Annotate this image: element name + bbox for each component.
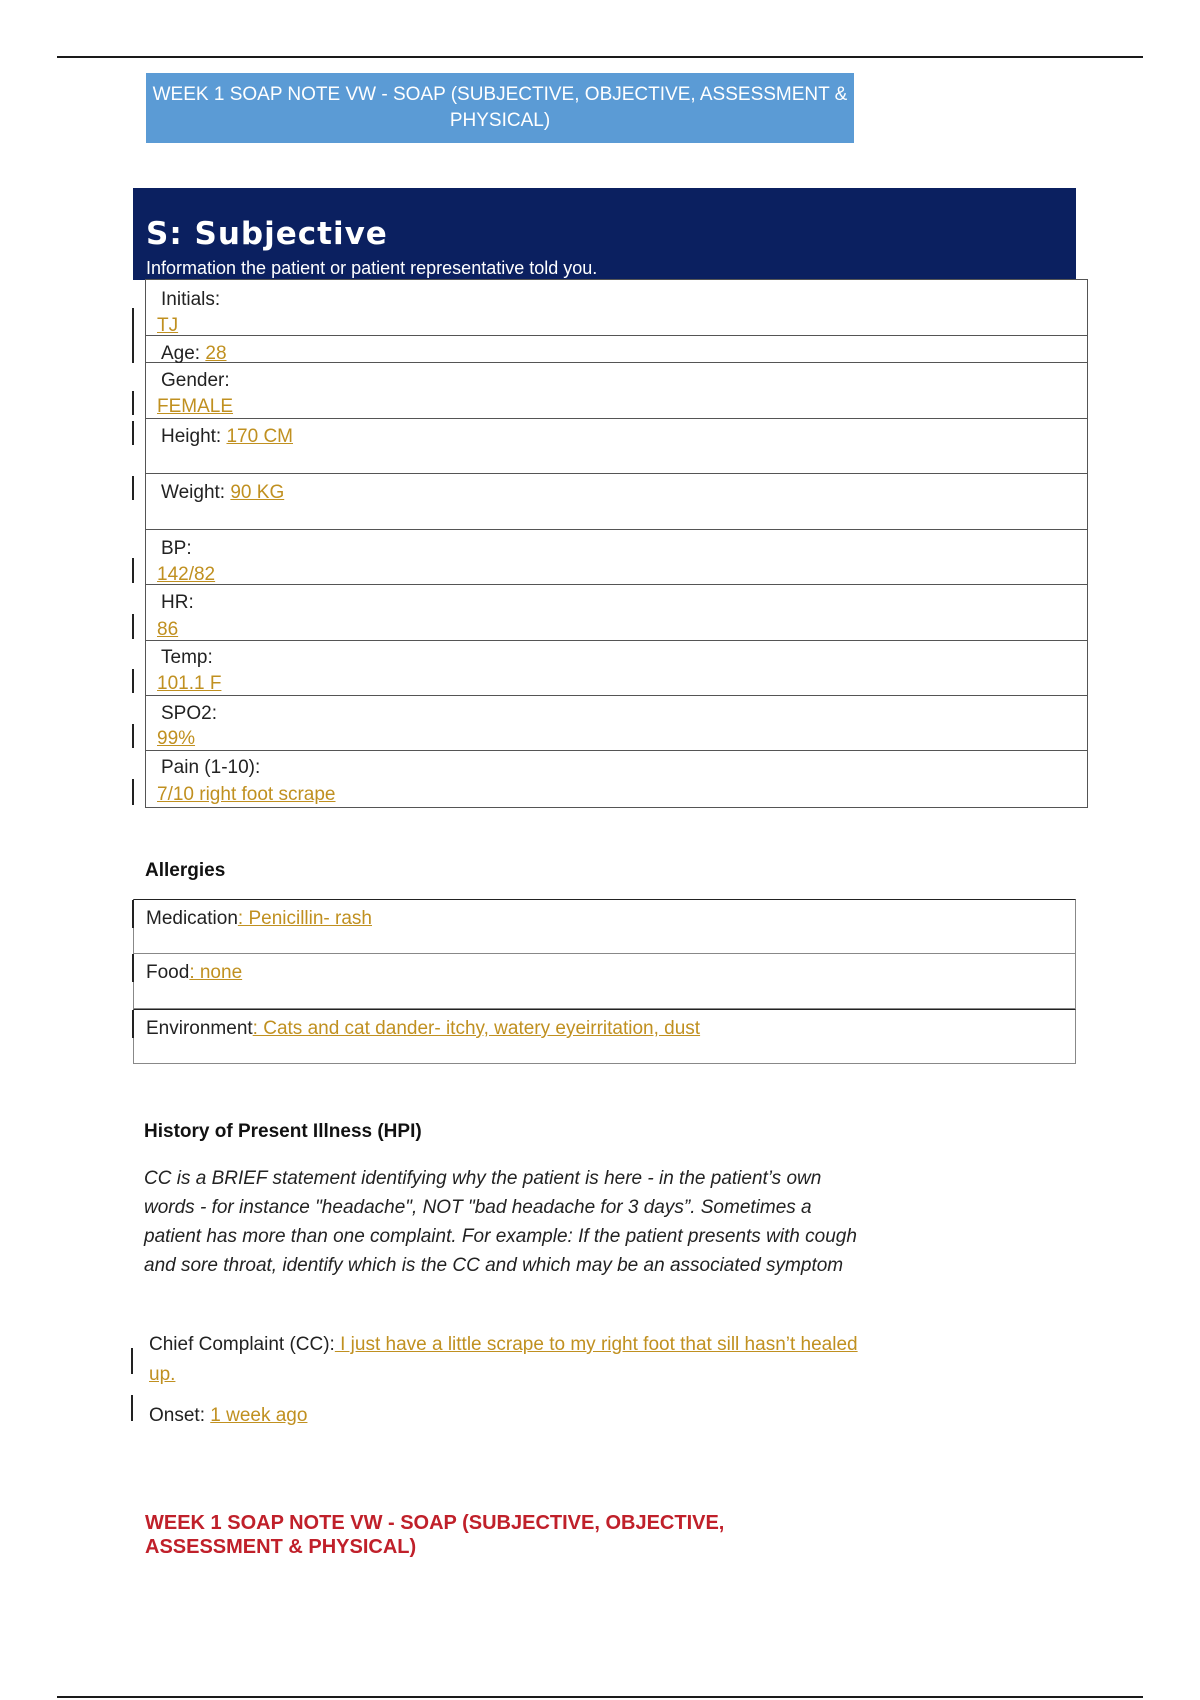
cc-marker [131,1348,133,1374]
bp-row [145,530,1088,585]
age-field [161,343,227,365]
environment-field [146,1018,700,1040]
environment-value[interactable]: : Cats and cat dander- itchy, watery eyeirritation, dust [252,1018,701,1039]
pain-label: Pain (1-10): [161,757,261,778]
medication-label: Medication [146,908,238,929]
onset-marker [131,1395,133,1421]
age-label: Age: [161,343,201,364]
initials-value[interactable]: TJ [157,315,179,336]
cc-value[interactable]: I just have a little scrape to my right foot that sill hasn’t healed up. [149,1334,858,1385]
cc-label: Chief Complaint (CC): [149,1334,335,1355]
allergy-row-medication [133,899,1076,954]
row-marker [132,900,134,928]
subjective-title: S: Subjective [146,216,388,252]
allergy-row-environment [133,1009,1076,1064]
hr-row [145,585,1088,641]
row-marker [132,614,134,639]
onset [149,1405,307,1427]
gender-value[interactable]: FEMALE [157,396,234,417]
row-marker [132,779,134,805]
hr-value[interactable]: 86 [157,619,179,640]
vitals-table [145,279,1088,808]
weight-field [161,482,284,504]
spo2-label: SPO2: [161,703,217,724]
bp-value[interactable]: 142/82 [157,564,216,585]
hpi-instructions: CC is a BRIEF statement identifying why the patient is here - in the patient’s own words - for instance "headache", NOT "bad headache for 3 days”. Sometimes a patient has more than one complaint. For example: If the patient presents with cough and sore throat, identify which is the CC and which may be an associated symptom [144,1168,857,1276]
allergies-heading: Allergies [145,860,226,881]
food-value[interactable]: : none [189,962,243,983]
row-marker [132,421,134,445]
onset-label: Onset: [149,1405,205,1426]
spo2-value[interactable]: 99% [157,728,196,749]
hpi-heading: History of Present Illness (HPI) [144,1121,422,1142]
subjective-header [133,188,1076,280]
temp-value[interactable]: 101.1 F [157,673,222,694]
temp-label: Temp: [161,647,213,668]
height-row [145,419,1088,474]
bp-label: BP: [161,538,192,559]
row-marker [132,724,134,748]
top-rule [57,56,1143,58]
weight-value[interactable]: 90 KG [230,482,285,503]
row-marker [132,391,134,415]
subjective-subtitle: Information the patient or patient representative told you. [146,258,598,278]
page-title: WEEK 1 SOAP NOTE VW - SOAP (SUBJECTIVE, OBJECTIVE, ASSESSMENT & PHYSICAL) [152,84,848,131]
medication-field [146,908,372,930]
page-title-banner [146,73,854,143]
spo2-row [145,696,1088,751]
weight-row [145,474,1088,530]
initials-row [145,279,1088,336]
row-marker [132,558,134,583]
food-field [146,962,242,984]
row-marker [132,1010,134,1038]
initials-label: Initials: [161,289,221,310]
bottom-rule [57,1696,1143,1698]
row-marker [132,308,134,363]
food-label: Food [146,962,190,983]
hr-label: HR: [161,592,194,613]
chief-complaint [149,1330,869,1390]
medication-value[interactable]: : Penicillin- rash [237,908,372,929]
gender-row [145,363,1088,419]
temp-row [145,641,1088,696]
row-marker [132,669,134,693]
height-field [161,426,293,448]
allergies-table [133,899,1076,1064]
footer-title: WEEK 1 SOAP NOTE VW - SOAP (SUBJECTIVE, OBJECTIVE, ASSESSMENT & PHYSICAL) [145,1512,725,1558]
age-value[interactable]: 28 [205,343,227,364]
row-marker [132,476,134,500]
pain-value[interactable]: 7/10 right foot scrape [157,784,336,805]
age-row [145,336,1088,363]
weight-label: Weight: [161,482,226,503]
height-label: Height: [161,426,222,447]
pain-row [145,751,1088,808]
allergy-row-food [133,954,1076,1009]
environment-label: Environment [146,1018,253,1039]
height-value[interactable]: 170 CM [226,426,294,447]
onset-value[interactable]: 1 week ago [210,1405,308,1426]
gender-label: Gender: [161,370,230,391]
row-marker [132,954,134,982]
